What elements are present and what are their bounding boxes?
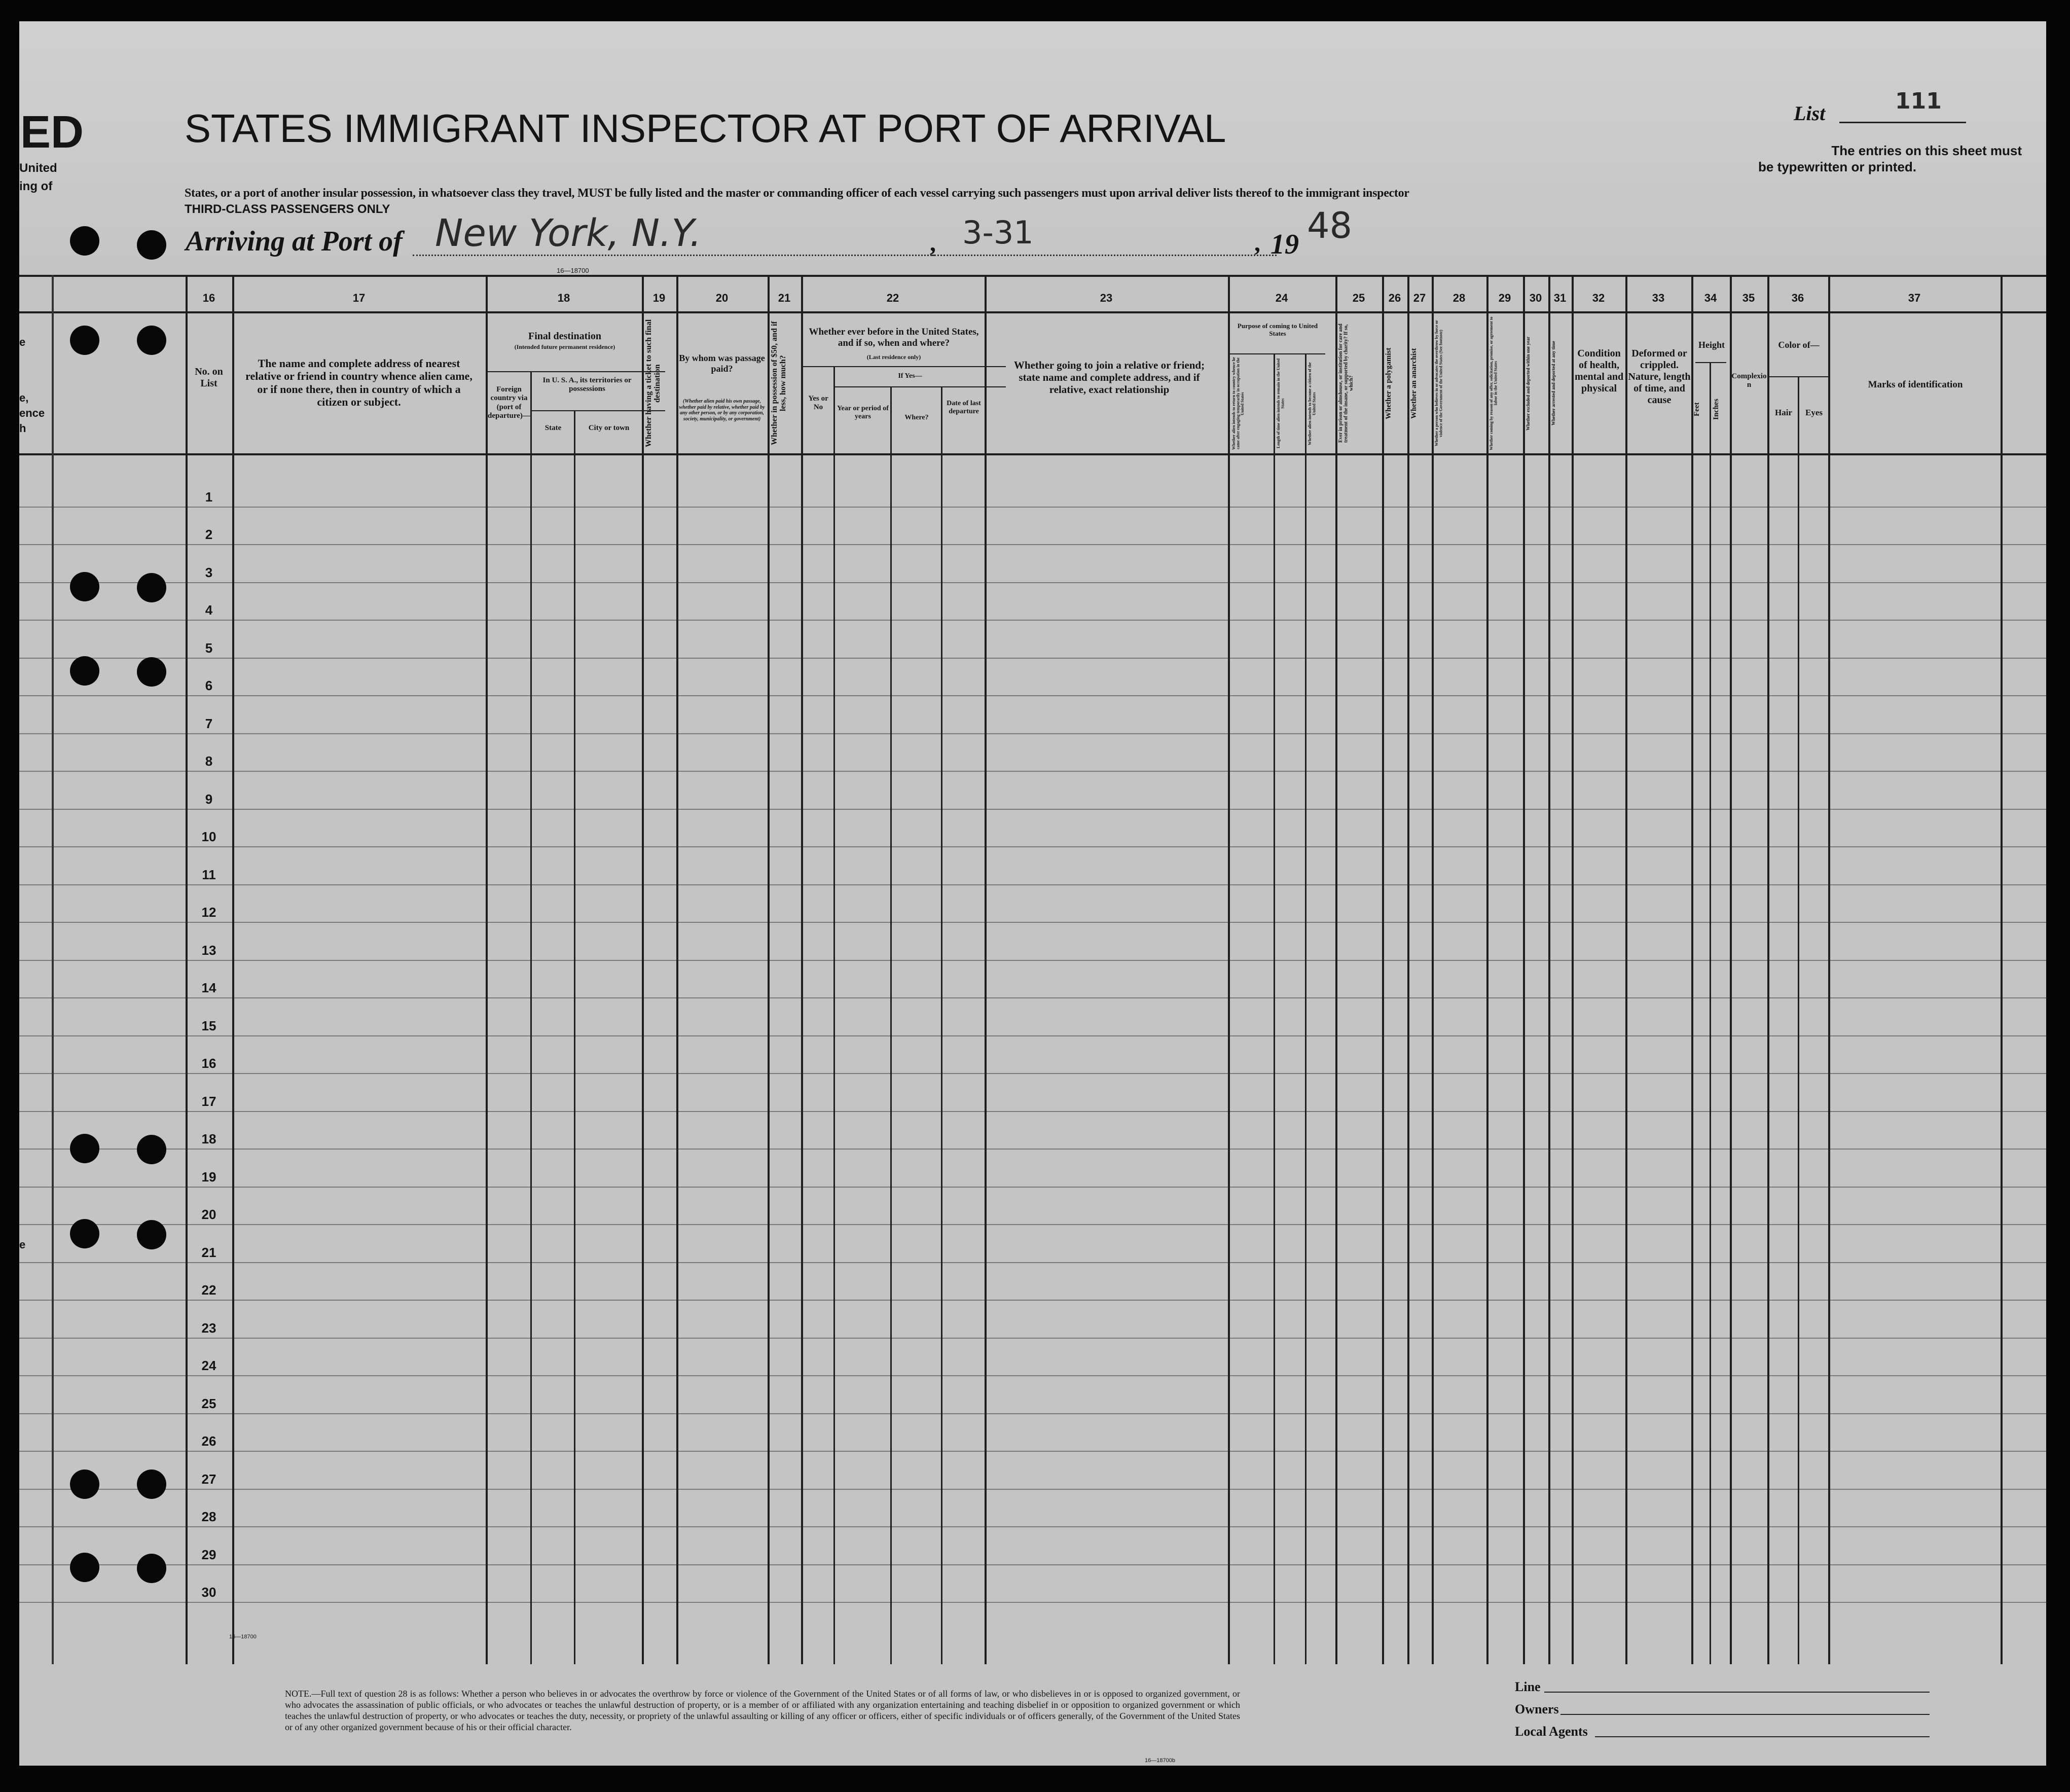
row-number: 4 [205,602,213,618]
col-21-left [768,275,770,1664]
col-34-left [1691,275,1693,1664]
punch-hole [137,230,166,260]
color-sub-rule [1769,376,1830,377]
hdr-24-c: Whether alien intends to become a citizen of the United States [1308,362,1317,445]
hdr-18-foreign: Foreign country via (port of departure)— [488,385,530,420]
row-rule [19,1262,2046,1263]
hdr-20: By whom was passage paid? [679,353,765,374]
footer-note: NOTE.—Full text of question 28 is as follows: Whether a person who believes in or advocates the overthrow by force or violence of the Government of the United States or of all forms of law, or who disbelieves in or is opposed to organized government, or who advocates the assassination of public officials, or who advocates or teaches the unlawful destruction of property, or is a member of or affiliated with any organization entertaining and teaching disbelief in or opposition to organized government or which teaches the unlawful destruction of property, or who advocates or teaches the duty, necessity, or propriety of the unlawful assaulting or killing of any officer or officers, either of specific individuals or of officers generally, of the Government of the United States or of any other organized government because of his or their official character. [285,1689,1240,1732]
agents-underline [1595,1736,1930,1737]
header-bottom-rule [19,453,2046,455]
hdr-28: Whether a person who believes in or advocates the overthrow by force or violence of the Government of the United States (See footnote) [1434,320,1443,447]
hdr-18-sub: (Intended future permanent residence) [514,343,615,350]
form-code-inner: 16—18700 [229,1634,257,1640]
year-prefix: 19 [1270,229,1299,260]
row-number: 10 [201,829,216,844]
row-number: 29 [201,1547,216,1562]
row-rule [19,582,2046,583]
col-33-left [1625,275,1627,1664]
punch-hole [137,1135,166,1164]
colnum-21: 21 [778,292,791,304]
hdr-31: Whether arrested and deported at any time [1551,341,1556,426]
row-rule [19,1149,2046,1150]
colnum-25: 25 [1352,292,1365,304]
hdr-18-usa: In U. S. A., its territories or possessions [542,376,632,393]
list-label: List [1794,102,1826,125]
left-fragment-line6: h [19,422,26,435]
hdr-24-b: Length of time alien intends to remain in the United States [1276,359,1285,449]
hdr-22-years: Year or period of years [837,405,889,421]
typewritten-note-2: be typewritten or printed. [1758,159,1917,174]
col-20-left [676,275,678,1664]
row-number: 19 [201,1169,216,1185]
hdr-22-sub: (Last residence only) [866,353,921,361]
row-rule [19,733,2046,734]
left-fragment-letters: ED [20,107,84,158]
row-rule [19,507,2046,508]
hdr-32: Condition of health, mental and physical [1574,348,1624,394]
hdr-26: Whether a polygamist [1385,347,1393,419]
row-rule [19,1489,2046,1490]
punch-hole [137,657,166,687]
row-rule [19,1602,2046,1603]
hdr-35: Complexion [1731,372,1767,389]
row-number: 26 [201,1433,216,1449]
punch-hole [137,1554,166,1583]
col-28-left [1432,275,1434,1664]
col-23-left [985,275,987,1664]
punch-hole [137,573,166,602]
row-number: 24 [201,1358,216,1373]
hdr-27: Whether an anarchist [1410,348,1418,419]
col-37-left [1828,275,1830,1664]
colnum-22: 22 [886,292,899,304]
ifyes-sub-rule [835,386,1006,387]
comma-1: , [930,230,936,257]
hdr-34-feet: Feet [1693,402,1701,416]
colnum-35: 35 [1742,292,1755,304]
left-fragment-mark: e [19,1238,26,1251]
row-number: 21 [201,1245,216,1260]
punch-hole [70,226,99,256]
left-fragment-line1: United [19,161,57,175]
colnum-20: 20 [715,292,729,304]
agents-label: Local Agents [1515,1724,1588,1739]
col-left-edge [52,275,54,1664]
colnum-27: 27 [1413,292,1426,304]
colnum-17: 17 [352,292,366,304]
hdr-24-a: Whether alien intends to return to country whence he came after engaging temporarily in occupation in the United States [1231,357,1245,450]
typewritten-note-1: The entries on this sheet must [1831,143,2022,158]
colnum-37: 37 [1908,292,1921,304]
row-number: 17 [201,1094,216,1109]
hdr-22-ifyes: If Yes— [898,372,922,380]
hdr-18: Final destination [528,331,601,342]
row-rule [19,1035,2046,1036]
row-rule [19,997,2046,998]
row-number: 13 [201,943,216,958]
row-rule [19,771,2046,772]
hdr-24: Purpose of coming to United States [1237,322,1318,337]
row-number: 1 [205,489,213,505]
left-fragment-line3: e [19,336,26,348]
row-number: 20 [201,1207,216,1222]
punch-hole [70,572,99,601]
row-number: 12 [201,905,216,920]
row-number: 27 [201,1472,216,1487]
owners-underline [1560,1714,1930,1715]
col-26-left [1382,275,1384,1664]
row-number: 22 [201,1282,216,1298]
hdr-36-hair: Hair [1775,408,1792,417]
row-rule [19,1187,2046,1188]
colnum-26: 26 [1388,292,1401,304]
hdr-37: Marks of identification [1868,379,1963,390]
hdr-36-eyes: Eyes [1805,408,1823,417]
row-number: 16 [201,1056,216,1071]
row-rule [19,620,2046,621]
row-rule [19,1375,2046,1376]
colnum-23: 23 [1100,292,1113,304]
col-30-left [1523,275,1525,1664]
list-number: 111 [1895,88,1942,114]
hdr-23: Whether going to join a relative or friend; state name and complete address, and if relative, exact relationship [1013,359,1205,396]
hdr-18-state: State [544,424,562,432]
hdr-22-where: Where? [904,414,929,421]
colnum-36: 36 [1791,292,1804,304]
hdr-20-sub: (Whether alien paid his own passage, whether paid by relative, whether paid by any other person, or by any corporation, society, municipality, or government) [679,399,765,422]
arrival-date: 3-31 [962,214,1034,251]
col-31-left [1548,275,1550,1664]
row-rule [19,960,2046,961]
col-17-left [232,275,234,1664]
row-rule [19,1224,2046,1225]
hdr-16: No. on List [195,366,223,389]
page-title: STATES IMMIGRANT INSPECTOR AT PORT OF ARRIVAL [185,106,1226,151]
dest-sub-rule [488,371,665,372]
col-36b-left [1798,376,1799,1664]
col-32-left [1572,275,1574,1664]
row-rule [19,922,2046,923]
col-right-edge [2001,275,2003,1664]
class-note: THIRD-CLASS PASSENGERS ONLY [185,202,390,216]
left-fragment-line4: e, [19,391,29,404]
row-number: 18 [201,1131,216,1146]
colnum-28: 28 [1452,292,1466,304]
hdr-22: Whether ever before in the United States, and if so, when and where? [809,327,979,348]
punch-hole [70,1470,99,1499]
row-number: 6 [205,678,213,693]
hdr-34: Height [1698,340,1725,350]
punch-hole [70,326,99,355]
punch-hole [70,1134,99,1163]
row-rule [19,1564,2046,1565]
punch-hole [70,1219,99,1248]
line-underline [1544,1692,1930,1693]
date-dotline [932,255,1277,256]
colnum-rule [19,311,2046,313]
colnum-30: 30 [1529,292,1542,304]
row-rule [19,884,2046,885]
col-19-left [642,275,644,1664]
hdr-25: Ever in prison or almshouse, or institution for care and treatment of the insane, or supported by charity? If so, which? [1338,324,1354,443]
hdr-17: The name and complete address of nearest relative or friend in country whence alien came, or if none there, then in country of which a citizen or subject. [245,357,473,408]
page-subtitle: States, or a port of another insular possession, in whatsoever class they travel, MUST be fully listed and the master or commanding officer of each vessel carrying such passengers must upon arrival deliver lists thereof to the immigrant inspector [185,187,1409,200]
row-rule [19,1451,2046,1452]
row-rule [19,1111,2046,1112]
colnum-32: 32 [1592,292,1605,304]
row-rule [19,544,2046,545]
col-29-left [1486,275,1488,1664]
row-number: 5 [205,640,213,656]
form-code-top: 16—18700 [557,267,589,274]
punch-hole [70,1553,99,1582]
punch-hole [137,326,166,355]
row-number: 30 [201,1585,216,1600]
hdr-30: Whether excluded and deported within one year [1526,336,1531,431]
row-number: 25 [201,1396,216,1411]
hdr-36: Color of— [1778,340,1820,350]
arrival-label: Arriving at Port of [186,226,403,257]
row-rule [19,1338,2046,1339]
col-25-left [1335,275,1337,1664]
row-rule [19,695,2046,696]
line-label: Line [1515,1679,1541,1694]
purpose-sub-rule [1229,353,1325,354]
colnum-16: 16 [202,292,215,304]
row-number: 9 [205,792,213,807]
col-35-left [1730,275,1732,1664]
form-code-note: 16—18700b [1145,1758,1175,1764]
col-24c-left [1305,353,1306,1664]
row-rule [19,1073,2046,1074]
col-24b-left [1274,353,1275,1664]
owners-label: Owners [1515,1702,1559,1716]
col-36-left [1767,275,1769,1664]
col-18-left [486,275,488,1664]
hdr-22-date: Date of last departure [947,400,981,416]
colnum-34: 34 [1704,292,1717,304]
col-16-left [186,275,188,1664]
col-22-left [801,275,803,1664]
hdr-19: Whether having a ticket to such final destination [644,319,662,448]
hdr-22-yesno: Yes or No [808,395,828,412]
row-number: 14 [201,980,216,995]
row-number: 2 [205,527,213,542]
colnum-18: 18 [557,292,570,304]
hdr-33: Deformed or crippled. Nature, length of time, and cause [1628,348,1691,406]
arrival-port: New York, N.Y. [435,211,702,255]
col-18c-left [574,410,575,1664]
punch-hole [70,656,99,686]
hdr-34-inches: Inches [1712,399,1720,420]
colnum-29: 29 [1498,292,1511,304]
manifest-sheet [19,21,2046,1766]
colnum-31: 31 [1553,292,1567,304]
row-number: 7 [205,716,213,731]
punch-hole [137,1220,166,1249]
hdr-18-city: City or town [588,424,630,432]
colnum-24: 24 [1275,292,1288,304]
left-fragment-line2: ing of [19,180,53,193]
col-22c-left [890,386,892,1664]
left-fragment-line5: ence [19,407,45,419]
row-rule [19,1300,2046,1301]
colnum-33: 33 [1652,292,1665,304]
row-rule [19,658,2046,659]
col-22b-left [833,366,835,1664]
row-number: 3 [205,565,213,580]
col-22d-left [941,386,942,1664]
hdr-21: Whether in possession of $50, and if less, how much? [770,321,787,446]
col-18b-left [530,371,532,1664]
comma-2: , [1254,230,1260,257]
colnum-19: 19 [652,292,666,304]
year-suffix: 48 [1307,205,1353,246]
hdr-29: Whether coming by reason of any offer, solicitation, promise, or agreement to labor in the United States [1489,316,1498,450]
table-top-rule [19,275,2046,277]
row-number: 28 [201,1509,216,1524]
row-rule [19,846,2046,847]
row-rule [19,1526,2046,1527]
row-number: 15 [201,1018,216,1033]
row-rule [19,809,2046,810]
row-number: 8 [205,754,213,769]
row-number: 23 [201,1320,216,1336]
punch-hole [137,1470,166,1499]
col-34b-left [1710,362,1711,1664]
list-underline [1839,122,1966,123]
row-number: 11 [202,867,216,882]
col-27-left [1407,275,1409,1664]
col-24-left [1228,275,1230,1664]
row-rule [19,1413,2046,1414]
